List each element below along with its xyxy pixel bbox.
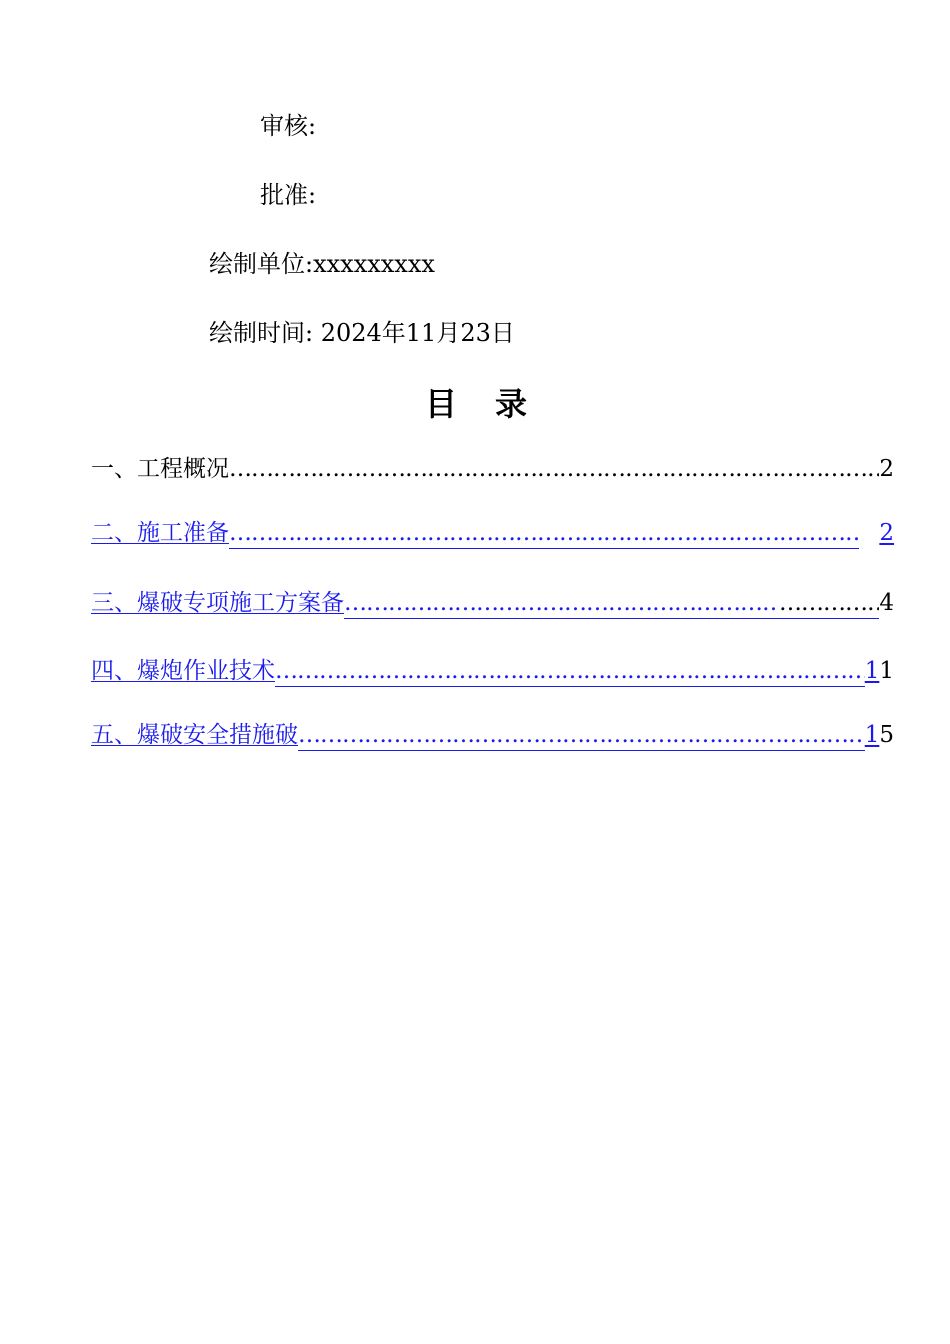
toc-dot-leader[interactable] xyxy=(344,589,779,619)
drawing-unit-line: 绘制单位:xxxxxxxxx xyxy=(209,250,435,278)
toc-item-4[interactable] xyxy=(91,652,894,686)
toc-dot-leader[interactable] xyxy=(229,519,859,549)
toc-item-3[interactable] xyxy=(91,584,894,618)
toc-item-1 xyxy=(91,450,894,484)
toc-item-label[interactable]: 三、爆破专项施工方案备 xyxy=(91,590,344,616)
toc-dot-leader[interactable] xyxy=(298,721,865,751)
review-label: 审核: xyxy=(260,112,317,140)
toc-dot-leader-tail xyxy=(779,589,879,619)
toc-dot-leader[interactable] xyxy=(275,657,865,687)
toc-item-5[interactable] xyxy=(91,716,894,750)
toc-page-number[interactable]: 2 xyxy=(879,520,894,546)
toc-title: 目录 xyxy=(424,385,565,423)
approve-label: 批准: xyxy=(260,181,317,209)
drawing-date-line: 绘制时间: 2024年11月23日 xyxy=(209,319,515,347)
toc-page-number[interactable]: 15 xyxy=(864,722,894,748)
toc-dot-leader xyxy=(229,454,879,484)
toc-item-label[interactable]: 五、爆破安全措施破 xyxy=(91,722,298,748)
toc-item-label: 一、工程概况 xyxy=(91,456,229,482)
toc-item-label[interactable]: 四、爆炮作业技术 xyxy=(91,658,275,684)
toc-item-2[interactable] xyxy=(91,514,894,548)
toc-page-number[interactable]: 11 xyxy=(864,658,894,684)
toc-item-label[interactable]: 二、施工准备 xyxy=(91,520,229,546)
toc-page-number: 2 xyxy=(879,456,894,482)
toc-page-number: 4 xyxy=(879,590,894,616)
